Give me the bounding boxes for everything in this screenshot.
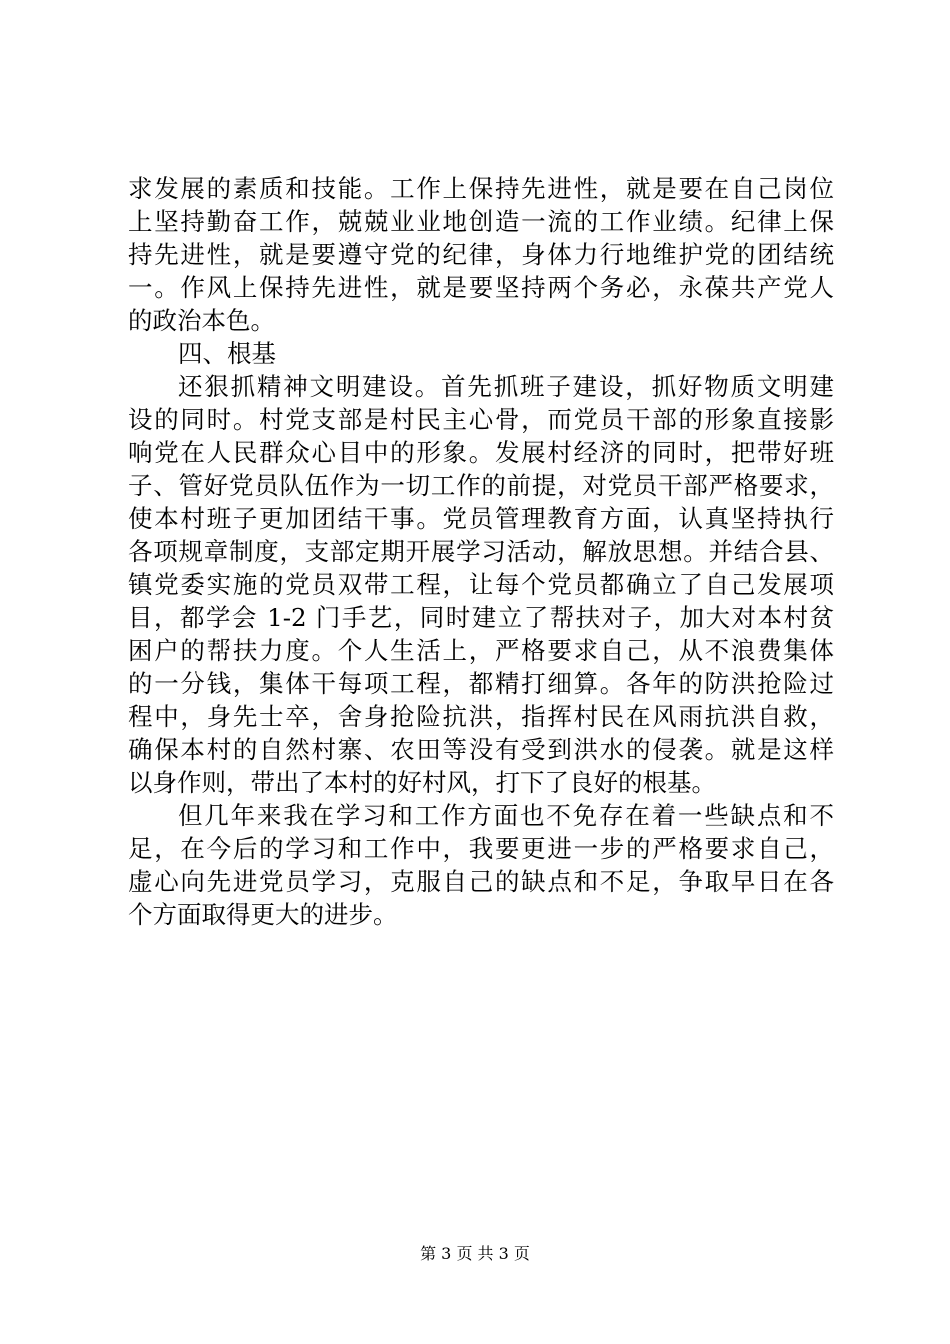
text-line: 一。作风上保持先进性，就是要坚持两个务必，永葆共产党人 xyxy=(128,273,834,302)
text-line: 求发展的素质和技能。工作上保持先进性，就是要在自己岗位 xyxy=(128,174,834,203)
section-heading xyxy=(128,337,834,370)
text-line: 程中，身先士卒，舍身抢险抗洪，指挥村民在风雨抗洪自救， xyxy=(128,702,834,731)
text-line: 虚心向先进党员学习，克服自己的缺点和不足，争取早日在各 xyxy=(128,867,834,896)
text-line: 的政治本色。 xyxy=(128,306,275,335)
text-line: 但几年来我在学习和工作方面也不免存在着一些缺点和不 xyxy=(178,801,834,830)
text-line: 以身作则，带出了本村的好村风，打下了良好的根基。 xyxy=(128,768,716,797)
text-line: 确保本村的自然村寨、农田等没有受到洪水的侵袭。就是这样 xyxy=(128,735,834,764)
page-number-footer: 第 3 页 共 3 页 xyxy=(420,1244,530,1263)
heading-text: 四、根基 xyxy=(178,339,276,368)
text-line: 持先进性，就是要遵守党的纪律，身体力行地维护党的团结统 xyxy=(128,240,834,269)
text-line: 的一分钱，集体干每项工程，都精打细算。各年的防洪抢险过 xyxy=(128,669,834,698)
text-line: 上坚持勤奋工作，兢兢业业地创造一流的工作业绩。纪律上保 xyxy=(128,207,834,236)
text-line: 目，都学会 1-2 门手艺，同时建立了帮扶对子，加大对本村贫 xyxy=(128,603,834,632)
text-line: 子、管好党员队伍作为一切工作的前提，对党员干部严格要求， xyxy=(128,471,834,500)
text-line: 响党在人民群众心目中的形象。发展村经济的同时，把带好班 xyxy=(128,438,834,467)
document-body xyxy=(128,172,834,931)
paragraph xyxy=(128,172,834,337)
text-line: 足，在今后的学习和工作中，我要更进一步的严格要求自己， xyxy=(128,834,834,863)
paragraph xyxy=(128,799,834,931)
text-line: 镇党委实施的党员双带工程，让每个党员都确立了自己发展项 xyxy=(128,570,834,599)
text-line: 各项规章制度，支部定期开展学习活动，解放思想。并结合县、 xyxy=(128,537,834,566)
paragraph xyxy=(128,370,834,799)
text-line: 使本村班子更加团结干事。党员管理教育方面，认真坚持执行 xyxy=(128,504,834,533)
text-line: 个方面取得更大的进步。 xyxy=(128,900,398,929)
text-line: 设的同时。村党支部是村民主心骨，而党员干部的形象直接影 xyxy=(128,405,834,434)
text-line: 还狠抓精神文明建设。首先抓班子建设，抓好物质文明建 xyxy=(178,372,834,401)
text-line: 困户的帮扶力度。个人生活上，严格要求自己，从不浪费集体 xyxy=(128,636,834,665)
